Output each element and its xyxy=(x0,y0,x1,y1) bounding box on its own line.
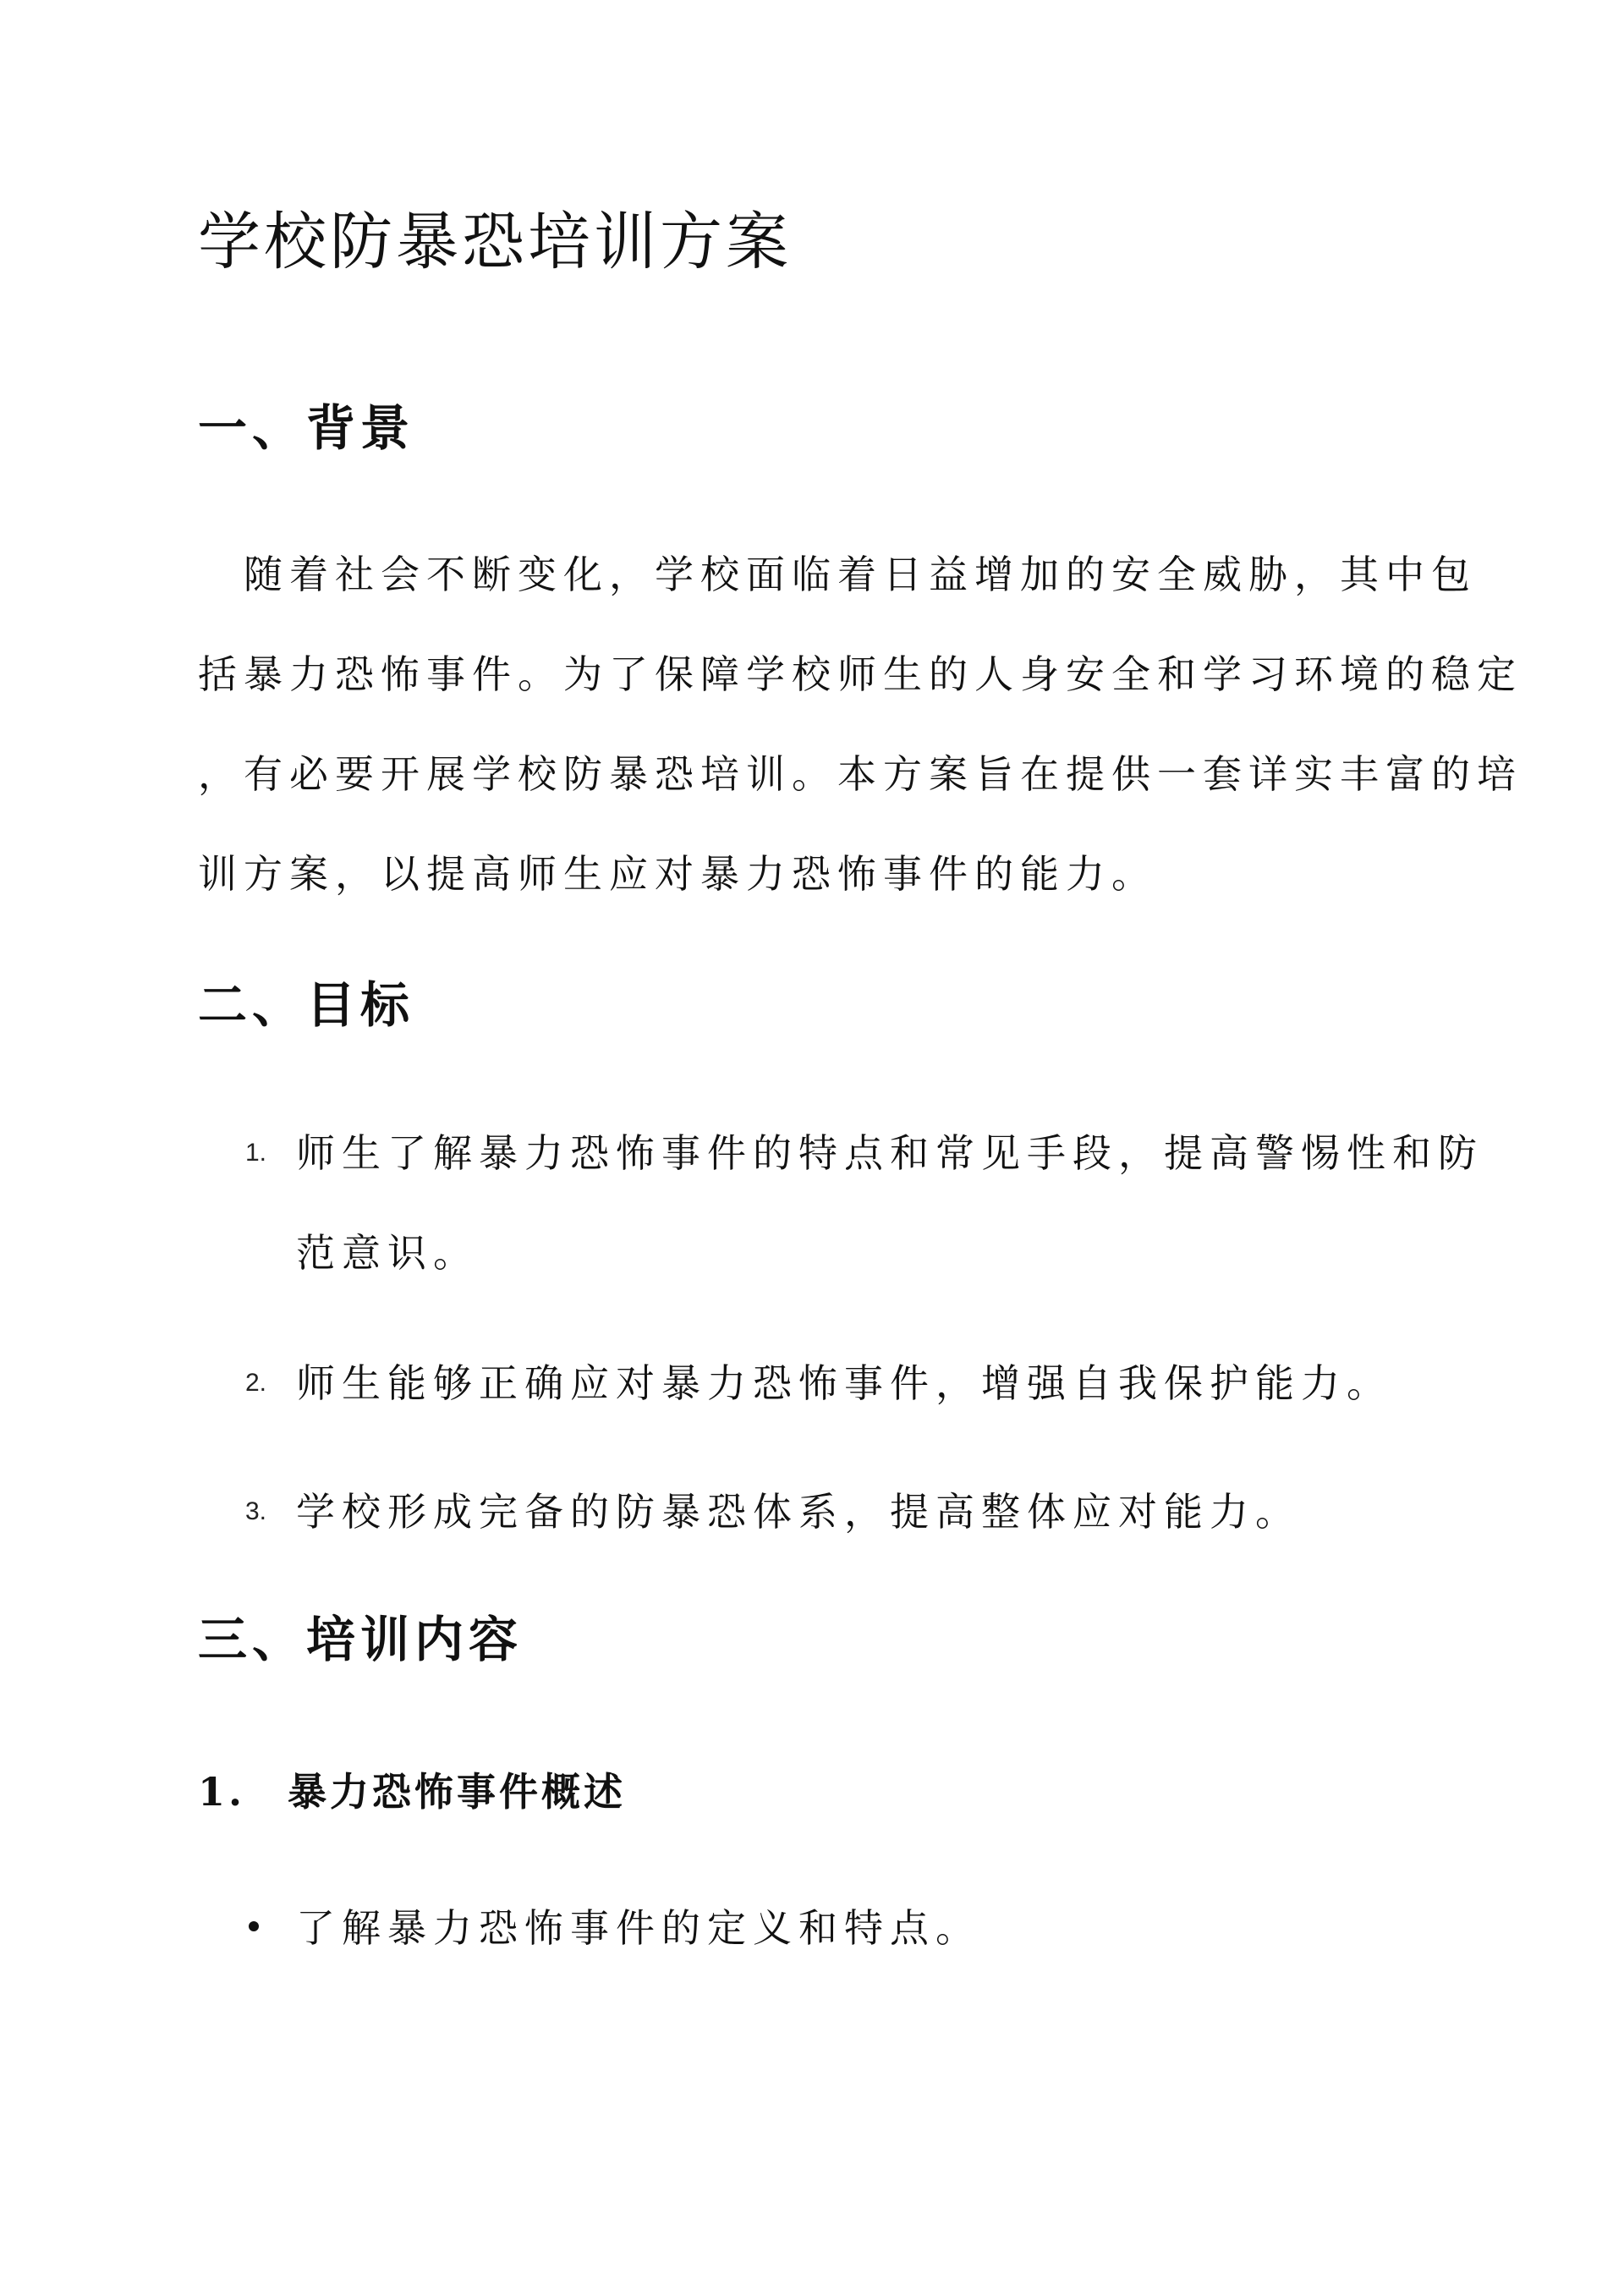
document-title: 学校防暴恐培训方案 xyxy=(198,206,792,278)
list-item-text xyxy=(296,1343,1429,1443)
paragraph-line: 训方案，以提高师生应对暴力恐怖事件的能力。 xyxy=(198,851,1157,897)
paragraph-line: ，有必要开展学校防暴恐培训。本方案旨在提供一套详实丰富的培 xyxy=(198,751,1522,797)
list-item-line: 范意识。 xyxy=(296,1230,479,1276)
list-item-line: 学校形成完备的防暴恐体系，提高整体应对能力。 xyxy=(296,1489,1301,1535)
paragraph-line: 随着社会不断变化，学校面临着日益增加的安全威胁，其中包 xyxy=(198,552,1477,597)
paragraph-line: 括暴力恐怖事件。为了保障学校师生的人身安全和学习环境的稳定 xyxy=(198,651,1522,697)
section-heading-goals: 二、目标 xyxy=(198,976,415,1034)
list-item-number: 1. xyxy=(245,1139,267,1167)
list-item-line: 师生了解暴力恐怖事件的特点和常见手段，提高警惕性和防 xyxy=(296,1130,1484,1176)
subsection-heading-overview: 1. 暴力恐怖事件概述 xyxy=(198,1769,627,1815)
list-item-number: 3. xyxy=(245,1497,267,1525)
list-item-text xyxy=(296,1472,1429,1572)
bullet-icon xyxy=(249,1921,259,1931)
list-item-text xyxy=(296,1113,1484,1313)
background-paragraph xyxy=(198,535,1522,934)
list-item-number: 2. xyxy=(245,1369,267,1397)
section-heading-background: 一、背景 xyxy=(198,399,415,457)
section-heading-training-content: 三、培训内容 xyxy=(198,1611,524,1668)
list-item-line: 师生能够正确应对暴力恐怖事件，增强自我保护能力。 xyxy=(296,1360,1392,1406)
bullet-text: 了解暴力恐怖事件的定义和特点。 xyxy=(296,1905,981,1951)
